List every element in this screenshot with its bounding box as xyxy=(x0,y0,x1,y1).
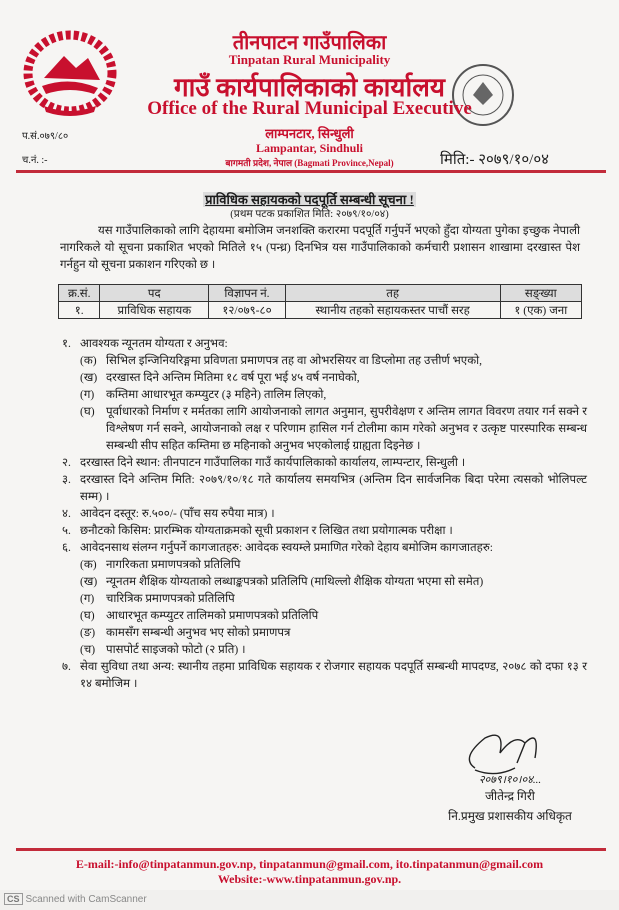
sub-item-text: न्यूनतम शैक्षिक योग्यताको लब्धाङ्कपत्रको प्रतिलिपि (माथिल्लो शैक्षिक योग्यता भएमा सो समेत) xyxy=(106,575,484,588)
item-text: दरखास्त दिने स्थान: तीनपाटन गाउँपालिका गाउँ कार्यपालिकाको कार्यालय, लाम्पन्टार, सिन्धुली । xyxy=(80,456,466,469)
item-text: सेवा सुविधा तथा अन्य: स्थानीय तहमा प्राविधिक सहायक र रोजगार सहायक पदपूर्ति सम्बन्धी मापदण्ड, २०७८ को दफा १३ र १४ बमोजिम । xyxy=(80,660,587,690)
camscanner-watermark: CS Scanned with CamScanner xyxy=(4,893,147,905)
cell-count: १ (एक) जना xyxy=(500,302,581,319)
sub-item xyxy=(62,403,587,454)
sub-item-letter: (च) xyxy=(80,643,96,656)
address-np: लाम्पनटार, सिन्धुली xyxy=(265,126,354,141)
list-item xyxy=(62,522,587,539)
signatory-designation: नि.प्रमुख प्रशासकीय अधिकृत xyxy=(448,809,572,823)
item-text: आवेदनसाथ संलग्न गर्नुपर्ने कागजातहरु: आवेदक स्वयम्ले प्रमाणित गरेको देहाय बमोजिम कागजातहरु: xyxy=(80,541,493,554)
address-en: Lampantar, Sindhuli xyxy=(256,141,363,155)
footer-email: E-mail:-info@tinpatanmun.gov.np, tinpatanmun@gmail.com, ito.tinpatanmun@gmail.com xyxy=(75,857,544,871)
requirements-list xyxy=(62,335,587,692)
item-number: ४. xyxy=(62,507,71,520)
sub-item-letter: (ख) xyxy=(80,575,98,588)
sub-item xyxy=(62,352,587,369)
sub-item xyxy=(62,573,587,590)
notice-paragraph: यस गाउँपालिकाको लागि देहायमा बमोजिम जनशक्ति करारमा पदपूर्ति गर्नुपर्ने भएको हुँदा योग्यता पुगेका इच्छुक नेपाली नागरिकले यो सूचना प्रकाशित भएको मितिले १५ (पन्ध्र) दिनभित्र यस गाउँपालिकाको कर्मचारी प्रशासन शाखामा दरखास्त पेश गर्नहुन यो सूचना प्रकाशन गरिएको छ । xyxy=(60,224,580,271)
item-text: आवश्यक न्यूनतम योग्यता र अनुभव: xyxy=(80,337,228,350)
sub-item xyxy=(62,607,587,624)
cell-post: प्राविधिक सहायक xyxy=(100,302,209,319)
item-number: ३. xyxy=(62,473,71,486)
item-number: १. xyxy=(62,337,71,350)
table-header-row xyxy=(59,285,582,302)
sub-item-text: पासपोर्ट साइजको फोटो (२ प्रति) । xyxy=(106,643,246,656)
col-sn: क्र.सं. xyxy=(59,285,100,302)
table-row xyxy=(59,302,582,319)
sub-item-text: सिभिल इन्जिनियरिङ्गमा प्रविणता प्रमाणपत्र तह वा ओभरसियर वा डिप्लोमा तह उत्तीर्ण भएको, xyxy=(106,354,482,367)
letter-number: प.सं.०७९/८० xyxy=(22,131,69,142)
office-name-en: Office of the Rural Municipal Executive xyxy=(147,98,472,119)
notice-title: प्राविधिक सहायकको पदपूर्ति सम्बन्धी सूचना ! xyxy=(205,192,414,207)
cell-ad-no: १२/०७९-८० xyxy=(209,302,286,319)
notice-subtitle: (प्रथम पटक प्रकाशित मिति: २०७९/१०/०४) xyxy=(230,209,389,220)
item-number: ६. xyxy=(62,541,71,554)
sub-item-text: पूर्वाधारको निर्माण र मर्मतका लागि आयोजनाको लागत अनुमान, सुपरीवेक्षण र अन्तिम लागत विवरण तयार गर्न सक्ने र विश्लेषण गर्न सक्ने, आयोजनाको लक्ष र परिणाम हासिल गर्न टोलीमा काम गरेको अनुभव र उत्कृष्ट पारस्पारिक सम्बन्ध सम्बन्धी सीप सहित कम्तिमा छ महिनाको अनुभव भएकोलाई ग्राह्यता दिइनेछ । xyxy=(106,405,587,452)
sub-item-letter: (घ) xyxy=(80,405,95,418)
item-number: ५. xyxy=(62,524,71,537)
sub-item-letter: (क) xyxy=(80,354,97,367)
sub-item-text: आधारभूत कम्प्युटर तालिमको प्रमाणपत्रको प्रतिलिपि xyxy=(106,609,319,622)
office-name-np: गाउँ कार्यपालिकाको कार्यालय xyxy=(174,73,445,102)
sub-item-letter: (ग) xyxy=(80,388,95,401)
list-item xyxy=(62,471,587,505)
col-count: सङ्ख्या xyxy=(500,285,581,302)
list-item xyxy=(62,539,587,556)
cell-level: स्थानीय तहको सहायकस्तर पाचौं सरह xyxy=(285,302,500,319)
municipality-name-en: Tinpatan Rural Municipality xyxy=(228,52,391,67)
list-item xyxy=(62,335,587,352)
col-ad-no: विज्ञापन नं. xyxy=(209,285,286,302)
sub-item-text: नागरिकता प्रमाणपत्रको प्रतिलिपि xyxy=(106,558,241,571)
list-item xyxy=(62,454,587,471)
footer-website: Website:-www.tinpatanmun.gov.np. xyxy=(217,872,402,886)
header-divider xyxy=(16,170,606,173)
signature-date: २०७९।१०।०४... xyxy=(478,774,542,786)
vacancy-table xyxy=(58,284,582,319)
sub-item-text: चारित्रिक प्रमाणपत्रको प्रतिलिपि xyxy=(106,592,235,605)
sub-item xyxy=(62,641,587,658)
col-level: तह xyxy=(285,285,500,302)
item-text: छनौटको किसिम: प्रारम्भिक योग्यताक्रमको सूची प्रकाशन र लिखित तथा प्रयोगात्मक परीक्षा । xyxy=(80,524,453,537)
item-text: दरखास्त दिने अन्तिम मिति: २०७९/१०/१८ गते कार्यालय समयभित्र (अन्तिम दिन सार्वजनिक बिदा परेमा त्यसको भोलिपल्ट सम्म) । xyxy=(80,473,587,503)
col-post: पद xyxy=(100,285,209,302)
sub-item xyxy=(62,624,587,641)
sub-item-letter: (क) xyxy=(80,558,97,571)
sub-item-letter: (ख) xyxy=(80,371,98,384)
dispatch-number: च.नं. :- xyxy=(22,155,48,166)
item-number: ७. xyxy=(62,660,71,673)
sub-item-letter: (ग) xyxy=(80,592,95,605)
cell-sn: १. xyxy=(59,302,100,319)
sub-item-text: दरखास्त दिने अन्तिम मितिमा १८ वर्ष पूरा भई ४५ वर्ष ननाघेको, xyxy=(106,371,360,384)
province: बागमती प्रदेश, नेपाल (Bagmati Province,Nepal) xyxy=(225,158,394,168)
sub-item-text: कम्तिमा आधारभूत कम्प्युटर (३ महिने) तालिम लिएको, xyxy=(106,388,327,401)
footer-divider xyxy=(16,848,606,851)
sub-item-letter: (घ) xyxy=(80,609,95,622)
sub-item-letter: (ङ) xyxy=(80,626,96,639)
municipality-name-np: तीनपाटन गाउँपालिका xyxy=(232,32,387,54)
sub-item-text: कामसँग सम्बन्धी अनुभव भए सोको प्रमाणपत्र xyxy=(106,626,291,639)
sub-item xyxy=(62,386,587,403)
letter-date: मिति:- २०७९/१०/०४ xyxy=(440,152,549,168)
list-item xyxy=(62,658,587,692)
list-item xyxy=(62,505,587,522)
camscanner-logo: CS xyxy=(4,893,23,905)
sub-item xyxy=(62,590,587,607)
signature-mark xyxy=(455,728,565,778)
item-text: आवेदन दस्तूर: रु.५००/- (पाँच सय रुपैया मात्र) । xyxy=(80,507,275,520)
signatory-name: जीतेन्द्र गिरी xyxy=(485,789,535,803)
signature-block xyxy=(420,728,600,824)
sub-item xyxy=(62,556,587,573)
item-number: २. xyxy=(62,456,71,469)
sub-item xyxy=(62,369,587,386)
